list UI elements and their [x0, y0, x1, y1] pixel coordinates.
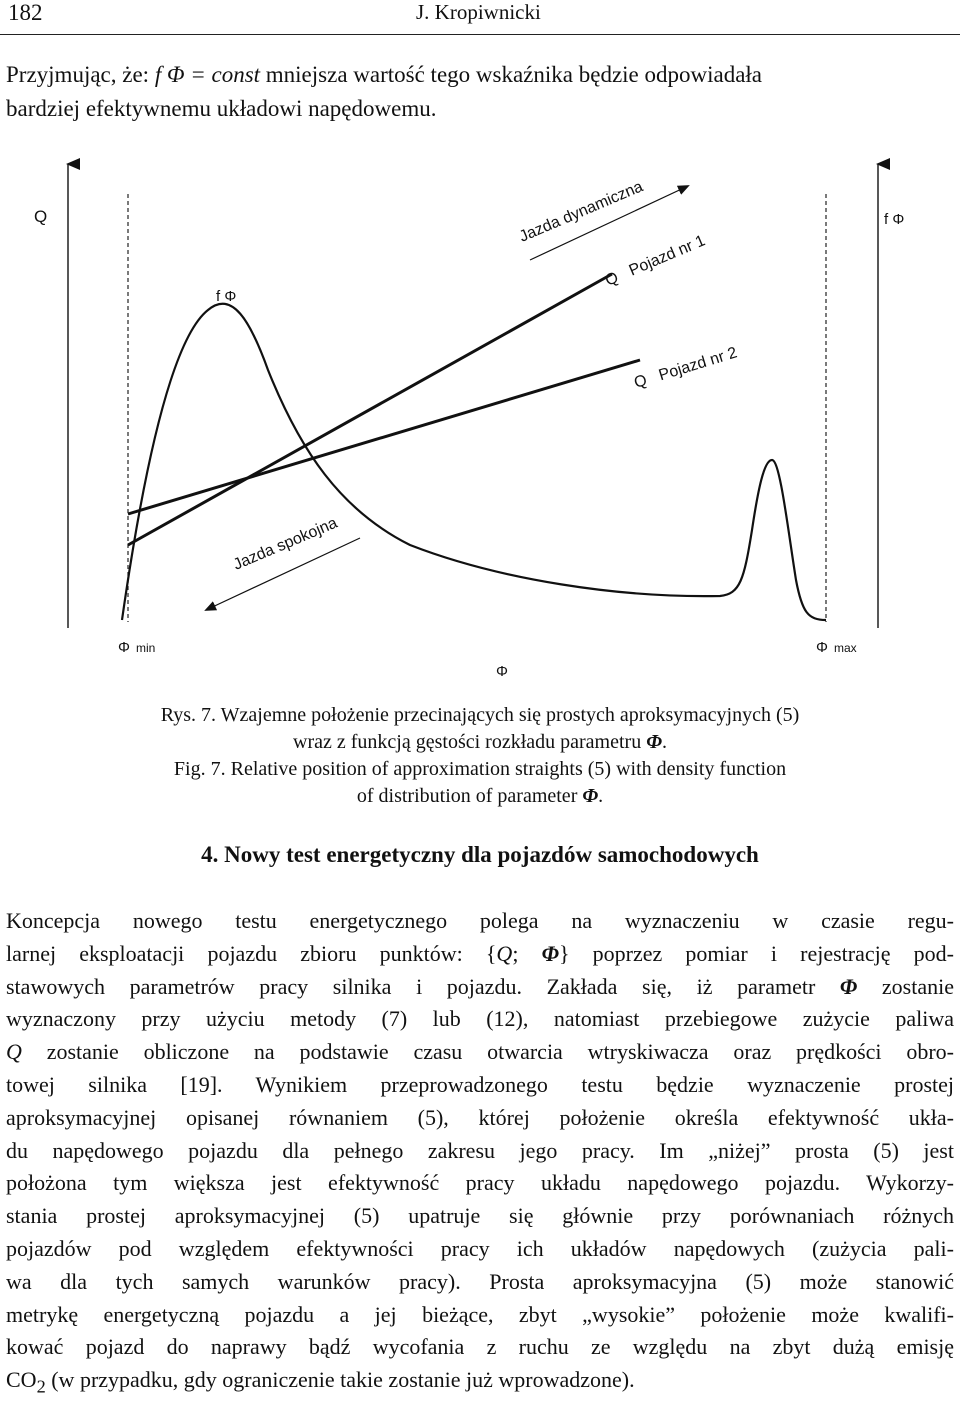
body-line: stania prostej aproksymacyjnej (5) upatruje się głównie przy porównaniach różnych [6, 1203, 954, 1229]
body-line: towej silnika [19]. Wynikiem przeprowadzonego testu będzie wyznaczenie prostej [6, 1071, 954, 1097]
caption-en-line1: Fig. 7. Relative position of approximation straights (5) with density function [173, 758, 787, 780]
label-phi-min [118, 639, 155, 656]
symbol-q: Q [6, 1039, 22, 1065]
section-heading: 4. Nowy test energetyczny dla pojazdów samochodowych [201, 842, 759, 867]
figure-caption [0, 702, 960, 810]
body-line: aproksymacyjnej opisanej równaniem (5), której położenie określa efektywność ukła- [6, 1104, 954, 1130]
caption-en-phi: Φ [582, 785, 599, 807]
caption-pl-line2-end: . [661, 731, 667, 753]
caption-pl-phi: Φ [646, 731, 662, 753]
body-line: kować pojazd do naprawy bądź wycofania z ruchu ze względu na zbyt dużą emisję [6, 1334, 954, 1360]
body-text-run: CO [6, 1367, 37, 1393]
body-line: wa dla tych samych warunków pracy). Prosta aproksymacyjna (5) może stanowić [6, 1268, 954, 1294]
symbol-phi: Φ [839, 973, 858, 999]
label-vehicle-1: Q Pojazd nr 1 [602, 232, 708, 290]
caption-en-line2-end: . [598, 785, 604, 807]
caption-pl-line2-text: wraz z funkcją gęstości rozkładu parametru [293, 731, 647, 753]
body-text-run: ; [512, 940, 542, 966]
line-vehicle-1 [128, 274, 612, 545]
phi-min-symbol: Φ [118, 639, 130, 656]
running-head-author: J. Kropiwnicki [416, 0, 541, 24]
body-text-run: zostanie [857, 973, 954, 999]
body-paragraph [6, 905, 954, 1403]
intro-prefix: Przyjmując, że: [6, 62, 155, 87]
body-text-run: zostanie obliczone na podstawie czasu otwarcia wtryskiwacza oraz prędkości obro- [21, 1039, 954, 1065]
label-calm: Jazda spokojna [230, 514, 340, 574]
symbol-q: Q [496, 940, 513, 966]
caption-pl-line2 [0, 729, 960, 756]
body-line: wyznaczony przy użyciu metody (7) lub (12), natomiast przebiegowe zużycie paliwa [6, 1006, 954, 1032]
label-q-axis: Q [34, 207, 48, 226]
body-line [6, 971, 954, 1004]
intro-rest: mniejsza wartość tego wskaźnika będzie odpowiadała [260, 62, 763, 87]
page-number: 182 [8, 0, 43, 25]
body-text-run: (w przypadku, gdy ograniczenie takie zostanie już wprowadzone). [45, 1367, 635, 1393]
figure-diagram [0, 150, 960, 690]
body-line: pojazdów pod względem efektywności pracy ich układów napędowych (zużycia pali- [6, 1235, 954, 1261]
label-vehicle-2: Q Pojazd nr 2 [632, 344, 740, 392]
intro-line2: bardziej efektywnemu układowi napędowemu. [6, 96, 437, 121]
subscript-2: 2 [36, 1376, 46, 1397]
body-line: Koncepcja nowego testu energetycznego polega na wyznaczeniu w czasie regu- [6, 908, 954, 933]
phi-max-subscript: max [833, 641, 857, 655]
caption-en-line2-text: of distribution of parameter [356, 785, 583, 807]
header-rule [0, 34, 960, 35]
page-header [0, 0, 960, 36]
label-f-axis-right: f Φ [884, 211, 905, 228]
label-phi-axis: Φ [496, 663, 508, 680]
body-line [6, 1364, 954, 1403]
intro-paragraph [6, 58, 954, 126]
label-phi-max [816, 639, 857, 656]
body-line [6, 938, 954, 971]
phi-min-subscript: min [135, 641, 156, 655]
figure-7 [0, 150, 960, 690]
intro-formula: f Φ = const [154, 62, 261, 87]
body-line: du napędowego pojazdu dla pełnego zakresu jego pracy. Im „niżej” prosta (5) jest [6, 1137, 954, 1163]
symbol-phi: Φ [541, 940, 559, 966]
body-line: metrykę energetyczną pojazdu a jej bieżące, zbyt „wysokie” położenie może kwalifi- [6, 1301, 954, 1327]
label-f-curve: f Φ [216, 288, 237, 305]
body-text-run: } poprzez pomiar i rejestrację pod- [558, 940, 954, 966]
body-text-run: larnej eksploatacji pojazdu zbioru punktów: { [6, 940, 497, 966]
caption-en-line2 [0, 783, 960, 810]
caption-pl-line1: Rys. 7. Wzajemne położenie przecinających się prostych aproksymacyjnych (5) [160, 704, 800, 726]
body-line [6, 1036, 954, 1069]
body-text-run: stawowych parametrów pracy silnika i pojazdu. Zakłada się, iż parametr [6, 973, 840, 999]
body-line: położona tym większa jest efektywność pracy układu napędowego pojazdu. Wykorzy- [6, 1170, 954, 1196]
line-vehicle-2 [128, 360, 640, 514]
phi-max-symbol: Φ [816, 639, 828, 656]
label-dynamic: Jazda dynamiczna [516, 178, 646, 246]
